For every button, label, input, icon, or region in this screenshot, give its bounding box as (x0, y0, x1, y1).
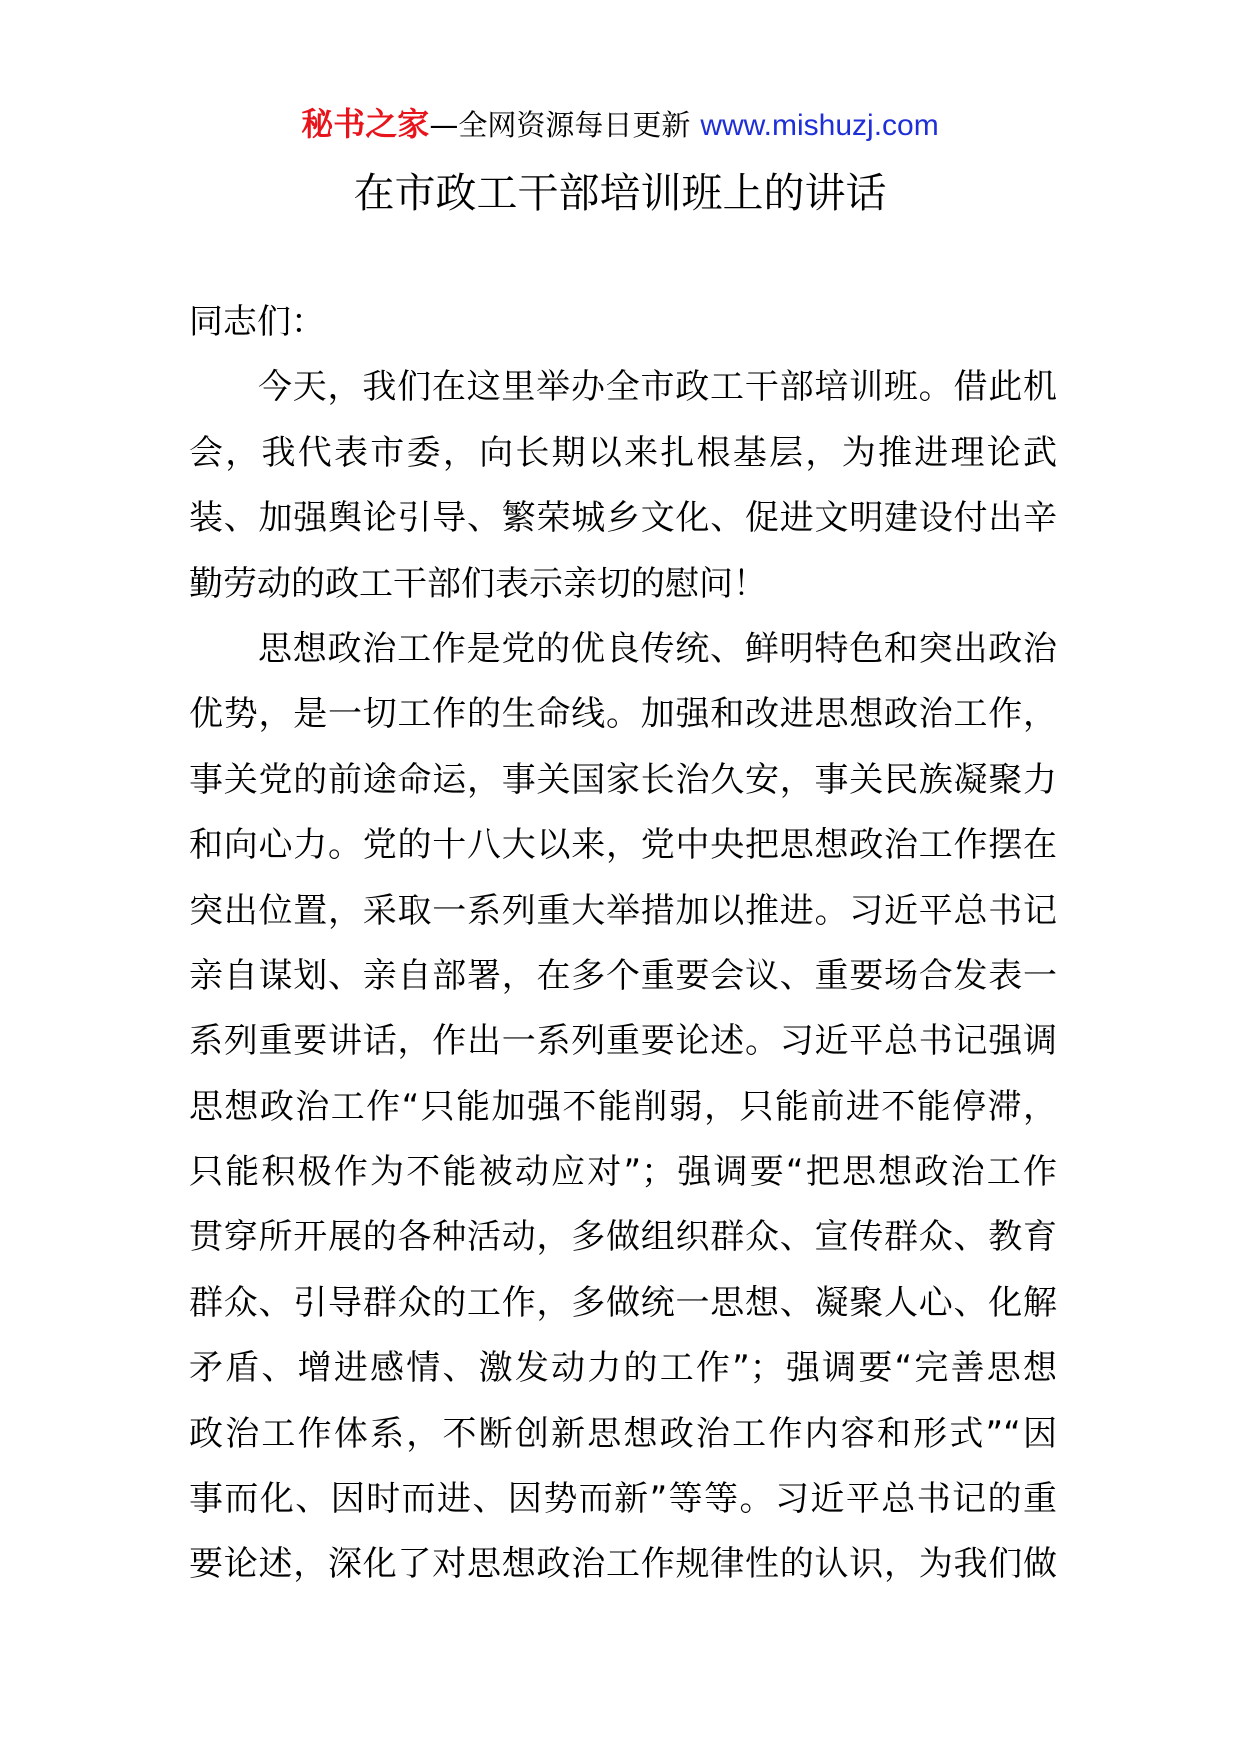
document-body (189, 290, 1057, 1598)
paragraph-line: 矛盾、增进感情、激发动力的工作”；强调要“完善思想 (189, 1348, 1057, 1389)
paragraph-line: 思想政治工作是党的优良传统、鲜明特色和突出政治 (258, 628, 1057, 669)
paragraph-line: 只能积极作为不能被动应对”；强调要“把思想政治工作 (189, 1152, 1057, 1193)
salutation: 同志们： (189, 302, 325, 342)
paragraph-line: 勤劳动的政工干部们表示亲切的慰问！ (189, 563, 767, 604)
paragraph-line: 思想政治工作“只能加强不能削弱，只能前进不能停滞， (189, 1086, 1057, 1127)
site-header (0, 102, 1240, 146)
paragraph (189, 617, 1057, 1598)
document-title: 在市政工干部培训班上的讲话 (353, 169, 887, 217)
paragraph-line: 群众、引导群众的工作，多做统一思想、凝聚人心、化解 (189, 1282, 1057, 1323)
paragraph (189, 355, 1057, 617)
paragraph-line: 要论述，深化了对思想政治工作规律性的认识，为我们做 (189, 1544, 1057, 1585)
paragraph-line: 和向心力。党的十八大以来，党中央把思想政治工作摆在 (189, 825, 1057, 866)
paragraph-line: 亲自谋划、亲自部署，在多个重要会议、重要场合发表一 (189, 955, 1057, 996)
paragraph-line: 贯穿所开展的各种活动，多做组织群众、宣传群众、教育 (189, 1217, 1057, 1258)
site-url: www.mishuzj.com (700, 109, 939, 142)
site-tagline: —全网资源每日更新 (429, 108, 691, 142)
paragraph-line: 系列重要讲话，作出一系列重要论述。习近平总书记强调 (189, 1021, 1057, 1062)
site-brand: 秘书之家 (301, 105, 430, 143)
paragraph-line: 会，我代表市委，向长期以来扎根基层，为推进理论武 (189, 432, 1057, 473)
paragraph-line: 政治工作体系，不断创新思想政治工作内容和形式”“因 (189, 1413, 1057, 1454)
paragraph-line: 装、加强舆论引导、繁荣城乡文化、促进文明建设付出辛 (189, 498, 1057, 539)
paragraph-line: 事而化、因时而进、因势而新”等等。习近平总书记的重 (189, 1479, 1057, 1520)
paragraph-line: 事关党的前途命运，事关国家长治久安，事关民族凝聚力 (189, 759, 1057, 800)
paragraph-line: 优势，是一切工作的生命线。加强和改进思想政治工作， (189, 694, 1057, 735)
paragraph-line: 突出位置，采取一系列重大举措加以推进。习近平总书记 (189, 890, 1057, 931)
paragraph-line: 今天，我们在这里举办全市政工干部培训班。借此机 (258, 367, 1057, 408)
